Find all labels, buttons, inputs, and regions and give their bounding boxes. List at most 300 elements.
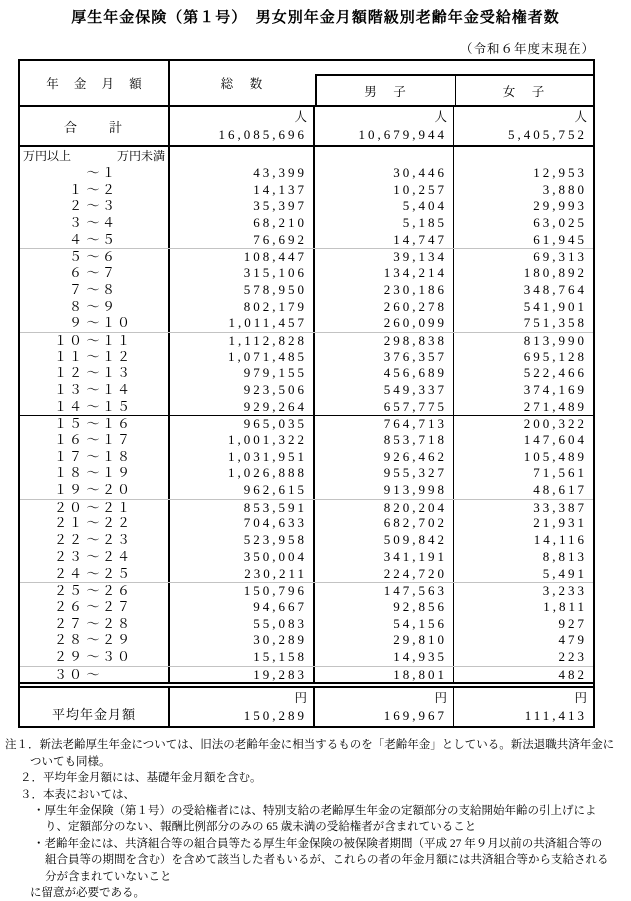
grand-total-female-cell xyxy=(454,107,593,145)
range-unit-row xyxy=(20,147,593,165)
total-cell: 1,011,457 xyxy=(170,315,315,332)
female-cell: 33,387 xyxy=(533,499,587,515)
range-cell xyxy=(20,649,170,666)
grand-total-female-value: 5,405,752 xyxy=(508,127,587,142)
range-hi: １２ xyxy=(102,348,133,364)
footnote-line: り、定額部分のない、報酬比例部分のみの 65 歳未満の受給権者が含まれていること xyxy=(45,821,477,834)
range-cell xyxy=(20,549,170,566)
table-row xyxy=(20,382,593,399)
table-row xyxy=(20,566,593,583)
empty-cell xyxy=(170,147,315,165)
male-cell: 5,185 xyxy=(315,215,454,232)
average-male-value: 169,967 xyxy=(383,708,447,724)
male-cell: 509,842 xyxy=(315,532,454,549)
average-label: 平均年金月額 xyxy=(20,688,170,726)
range-hi xyxy=(102,667,168,683)
female-cell: 751,358 xyxy=(523,315,587,331)
female-cell: 479 xyxy=(558,632,587,648)
range-tilde: ～ xyxy=(86,615,100,631)
range-cell xyxy=(20,449,170,466)
total-cell: 1,071,485 xyxy=(170,349,315,366)
footnote-line: に留意が必要である。 xyxy=(30,886,145,899)
range-hi: ２２ xyxy=(102,515,133,531)
range-hi: １８ xyxy=(102,448,133,464)
range-tilde: ～ xyxy=(86,381,100,397)
unit-person: 人 xyxy=(434,110,447,124)
range-tilde: ～ xyxy=(86,482,100,498)
footnote-line: ・老齢年金には、共済組合等の組合員等たる厚生年金保険の被保険者期間（平成 27 年９月以前の共済組合等の xyxy=(33,837,603,850)
total-cell: 55,083 xyxy=(170,616,315,633)
male-cell: 298,838 xyxy=(315,333,454,349)
range-cell xyxy=(20,416,170,432)
range-hi: ２３ xyxy=(102,532,133,548)
footnote-line: 組合員等の期間を含む）を含めて該当した者もいるが、これらの者の年金月額には共済組合等から支給される xyxy=(45,854,609,867)
female-cell: 200,322 xyxy=(523,416,587,432)
female-cell: 63,025 xyxy=(533,215,587,231)
female-cell: 61,945 xyxy=(533,231,587,247)
range-lo: ８ xyxy=(68,298,84,314)
range-hi: ６ xyxy=(102,249,118,265)
male-cell: 29,810 xyxy=(315,632,454,649)
male-cell: 913,998 xyxy=(315,482,454,499)
male-cell: 820,204 xyxy=(315,500,454,516)
total-cell: 350,004 xyxy=(170,549,315,566)
range-tilde: ～ xyxy=(86,583,100,599)
table-row xyxy=(20,365,593,382)
header-range: 年 金 月 額 xyxy=(20,61,170,105)
unit-yen: 円 xyxy=(434,691,447,706)
range-hi: １６ xyxy=(102,416,133,432)
range-cell xyxy=(20,482,170,499)
range-cell xyxy=(20,515,170,532)
table-row xyxy=(20,315,593,332)
average-female-cell xyxy=(454,688,593,726)
range-cell xyxy=(20,315,170,332)
female-cell: 14,116 xyxy=(533,532,587,548)
range-lo: ２１ xyxy=(53,515,84,531)
total-cell: 15,158 xyxy=(170,649,315,666)
male-cell: 134,214 xyxy=(315,265,454,282)
range-tilde: ～ xyxy=(86,198,100,214)
female-cell: 3,880 xyxy=(542,181,587,197)
range-lo: ２４ xyxy=(53,565,84,581)
table-row xyxy=(20,215,593,232)
male-cell: 39,134 xyxy=(315,249,454,265)
range-cell xyxy=(20,165,170,182)
range-lo: ２８ xyxy=(53,632,84,648)
total-cell: 230,211 xyxy=(170,566,315,583)
range-lo: ５ xyxy=(68,249,84,265)
table-row xyxy=(20,449,593,466)
range-hi: ３ xyxy=(102,198,118,214)
table-row xyxy=(20,499,593,516)
total-cell: 578,950 xyxy=(170,282,315,299)
range-hi: １３ xyxy=(102,365,133,381)
range-cell xyxy=(20,299,170,316)
total-cell: 965,035 xyxy=(170,416,315,432)
range-hi: ３０ xyxy=(102,648,133,664)
total-cell: 853,591 xyxy=(170,500,315,516)
average-male-cell xyxy=(315,688,454,726)
range-hi: １ xyxy=(102,165,118,180)
range-cell xyxy=(20,432,170,449)
footnotes xyxy=(0,737,631,901)
range-lo: ９ xyxy=(68,315,84,331)
range-lo: ６ xyxy=(68,265,84,281)
range-tilde: ～ xyxy=(86,666,100,682)
range-lo: ３０ xyxy=(53,666,84,682)
subtitle-row xyxy=(18,40,595,58)
range-lo: ４ xyxy=(68,231,84,247)
range-tilde: ～ xyxy=(86,515,100,531)
table-row xyxy=(20,549,593,566)
male-cell: 230,186 xyxy=(315,282,454,299)
header-female: 女 子 xyxy=(502,84,547,99)
range-cell xyxy=(20,198,170,215)
female-cell: 29,993 xyxy=(533,198,587,214)
empty-cell xyxy=(315,147,454,165)
table-row xyxy=(20,482,593,499)
average-row xyxy=(20,686,593,726)
total-cell: 35,397 xyxy=(170,198,315,215)
male-cell: 18,801 xyxy=(315,667,454,683)
male-cell: 260,099 xyxy=(315,315,454,332)
range-hi: １０ xyxy=(102,315,133,331)
range-cell xyxy=(20,232,170,249)
range-cell xyxy=(20,249,170,265)
unit-person: 人 xyxy=(294,110,307,124)
male-cell: 341,191 xyxy=(315,549,454,566)
range-lo: １６ xyxy=(53,432,84,447)
range-cell xyxy=(20,365,170,382)
page-title: 厚生年金保険（第１号） 男女別年金月額階級別老齢年金受給権者数 xyxy=(71,9,560,26)
male-cell: 376,357 xyxy=(315,349,454,366)
female-cell: 69,313 xyxy=(533,249,587,265)
grand-total-row xyxy=(20,107,593,147)
range-tilde: ～ xyxy=(86,315,100,331)
range-hi: １７ xyxy=(102,432,133,447)
total-cell: 150,796 xyxy=(170,583,315,599)
table-row xyxy=(20,432,593,449)
table-row xyxy=(20,515,593,532)
range-hi: ２４ xyxy=(102,548,133,564)
total-cell: 1,001,322 xyxy=(170,432,315,449)
range-lo: １ xyxy=(68,181,84,197)
total-cell: 929,264 xyxy=(170,399,315,416)
range-lo: １８ xyxy=(53,465,84,481)
range-lo xyxy=(20,165,84,182)
range-tilde: ～ xyxy=(86,398,100,414)
male-cell: 657,775 xyxy=(315,399,454,416)
range-cell xyxy=(20,532,170,549)
range-lo: １２ xyxy=(53,365,84,381)
table-row xyxy=(20,599,593,616)
range-tilde: ～ xyxy=(86,648,100,664)
female-cell: 813,990 xyxy=(523,332,587,348)
range-cell xyxy=(20,667,170,683)
total-cell: 315,106 xyxy=(170,265,315,282)
male-cell: 14,747 xyxy=(315,232,454,249)
range-lo: １５ xyxy=(53,416,84,432)
range-hi: １４ xyxy=(102,381,133,397)
range-lo: １４ xyxy=(53,398,84,414)
table-row xyxy=(20,232,593,249)
male-cell: 92,856 xyxy=(315,599,454,616)
female-cell: 147,604 xyxy=(523,432,587,447)
total-cell: 923,506 xyxy=(170,382,315,399)
table-row xyxy=(20,299,593,316)
range-hi: １１ xyxy=(102,332,133,348)
pension-table xyxy=(18,59,595,728)
total-cell: 962,615 xyxy=(170,482,315,499)
range-tilde: ～ xyxy=(86,598,100,614)
male-cell: 147,563 xyxy=(315,583,454,599)
range-tilde: ～ xyxy=(86,332,100,348)
female-cell: 105,489 xyxy=(523,448,587,464)
female-cell: 271,489 xyxy=(523,398,587,414)
range-tilde: ～ xyxy=(86,231,100,247)
table-row xyxy=(20,649,593,666)
table-row xyxy=(20,632,593,649)
female-cell: 348,764 xyxy=(523,281,587,297)
range-cell xyxy=(20,215,170,232)
range-lo: １３ xyxy=(53,381,84,397)
total-cell: 1,026,888 xyxy=(170,465,315,482)
empty-cell xyxy=(454,147,593,165)
table-row xyxy=(20,198,593,215)
table-row xyxy=(20,532,593,549)
range-hi: ２ xyxy=(102,181,118,197)
table-row xyxy=(20,248,593,265)
total-cell: 94,667 xyxy=(170,599,315,616)
range-tilde: ～ xyxy=(86,298,100,314)
female-cell: 21,931 xyxy=(533,515,587,531)
range-tilde: ～ xyxy=(86,465,100,481)
range-unit-lo: 万円以上 xyxy=(23,149,72,163)
range-hi: ９ xyxy=(102,298,118,314)
female-cell: 71,561 xyxy=(533,465,587,481)
table-row xyxy=(20,582,593,599)
range-tilde: ～ xyxy=(86,432,100,447)
table-row xyxy=(20,182,593,199)
total-cell: 68,210 xyxy=(170,215,315,232)
range-cell xyxy=(20,349,170,366)
range-cell xyxy=(20,333,170,349)
range-tilde: ～ xyxy=(86,548,100,564)
range-tilde: ～ xyxy=(86,249,100,265)
range-lo: ２６ xyxy=(53,598,84,614)
range-tilde: ～ xyxy=(86,499,100,515)
range-hi: ２５ xyxy=(102,565,133,581)
range-hi: ２８ xyxy=(102,615,133,631)
female-cell: 1,811 xyxy=(543,598,587,614)
range-cell xyxy=(20,632,170,649)
footnote-line: ３．本表においては、 xyxy=(20,788,135,801)
range-lo: ２５ xyxy=(53,583,84,599)
range-tilde: ～ xyxy=(86,365,100,381)
total-cell: 19,283 xyxy=(170,667,315,683)
male-cell: 682,702 xyxy=(315,515,454,532)
table-row xyxy=(20,465,593,482)
female-cell: 48,617 xyxy=(533,482,587,498)
range-tilde: ～ xyxy=(86,565,100,581)
range-cell xyxy=(20,566,170,583)
female-cell: 12,953 xyxy=(533,165,587,180)
male-cell: 853,718 xyxy=(315,432,454,449)
range-lo: ３ xyxy=(68,215,84,231)
range-cell xyxy=(20,583,170,599)
female-cell: 927 xyxy=(558,615,587,631)
range-tilde: ～ xyxy=(86,215,100,231)
range-hi: ４ xyxy=(102,215,118,231)
range-hi: １５ xyxy=(102,398,133,414)
range-tilde: ～ xyxy=(86,181,100,197)
female-cell: 374,169 xyxy=(523,381,587,397)
range-cell xyxy=(20,599,170,616)
footnote-line: 分が含まれていないこと xyxy=(45,870,172,883)
table-row xyxy=(20,265,593,282)
male-cell: 260,278 xyxy=(315,299,454,316)
range-lo: ２３ xyxy=(53,548,84,564)
table-body xyxy=(20,147,593,684)
female-cell: 180,892 xyxy=(523,265,587,281)
range-lo: ２ xyxy=(68,198,84,214)
male-cell: 14,935 xyxy=(315,649,454,666)
female-cell: 8,813 xyxy=(542,548,587,564)
total-cell: 30,289 xyxy=(170,632,315,649)
table-row xyxy=(20,282,593,299)
male-cell: 955,327 xyxy=(315,465,454,482)
header-gap-strip xyxy=(315,61,593,74)
footnote-line: ・厚生年金保険（第１号）の受給権者には、特別支給の老齢厚生年金の定額部分の支給開始年齢の引上げによ xyxy=(33,804,597,817)
range-lo: ２２ xyxy=(53,532,84,548)
range-cell xyxy=(20,465,170,482)
average-total-cell xyxy=(170,688,315,726)
table-row xyxy=(20,332,593,349)
range-lo: ２９ xyxy=(53,648,84,664)
table-header-row xyxy=(20,61,593,107)
female-cell: 223 xyxy=(558,648,587,664)
range-cell xyxy=(20,399,170,416)
total-cell: 14,137 xyxy=(170,182,315,199)
range-hi: ２０ xyxy=(102,482,133,498)
grand-total-male-cell xyxy=(315,107,454,145)
male-cell: 10,257 xyxy=(315,182,454,199)
range-hi: ２１ xyxy=(102,499,133,515)
table-row xyxy=(20,616,593,633)
female-cell: 3,233 xyxy=(542,583,587,599)
data-rows xyxy=(20,165,593,682)
range-cell xyxy=(20,616,170,633)
table-row xyxy=(20,349,593,366)
footnote-line: 注１．新法老齢厚生年金については、旧法の老齢年金に相当するものを「老齢年金」としている。新法退職共済年金に xyxy=(5,739,615,752)
range-unit-hi: 万円未満 xyxy=(116,149,165,163)
range-hi: ８ xyxy=(102,281,118,297)
female-cell: 522,466 xyxy=(523,365,587,381)
unit-person: 人 xyxy=(574,110,587,124)
total-cell: 979,155 xyxy=(170,365,315,382)
footnote-line: ２．平均年金月額には、基礎年金月額を含む。 xyxy=(20,772,262,785)
range-tilde: ～ xyxy=(86,532,100,548)
range-tilde: ～ xyxy=(86,448,100,464)
grand-total-total-cell xyxy=(170,107,315,145)
range-hi: ２７ xyxy=(102,598,133,614)
as-of-date: （令和６年度末現在） xyxy=(459,42,595,56)
range-tilde: ～ xyxy=(86,265,100,281)
range-lo: ７ xyxy=(68,281,84,297)
range-hi: ５ xyxy=(102,231,118,247)
total-cell: 43,399 xyxy=(170,165,315,182)
male-cell: 224,720 xyxy=(315,566,454,583)
range-lo: ２７ xyxy=(53,615,84,631)
table-row xyxy=(20,666,593,683)
header-male-female-box xyxy=(315,74,593,105)
range-tilde: ～ xyxy=(86,632,100,648)
range-hi: １９ xyxy=(102,465,133,481)
footnote-line: ついても同様。 xyxy=(30,755,111,768)
male-cell: 926,462 xyxy=(315,449,454,466)
range-tilde: ～ xyxy=(86,281,100,297)
male-cell: 30,446 xyxy=(315,165,454,182)
range-unit-label xyxy=(20,147,170,165)
range-lo: １７ xyxy=(53,448,84,464)
table-row xyxy=(20,399,593,416)
range-lo: １１ xyxy=(53,348,84,364)
range-tilde: ～ xyxy=(86,348,100,364)
total-cell: 802,179 xyxy=(170,299,315,316)
female-cell: 695,128 xyxy=(523,348,587,364)
range-cell xyxy=(20,182,170,199)
header-male: 男 子 xyxy=(317,76,456,105)
range-lo: １０ xyxy=(53,332,84,348)
range-tilde: ～ xyxy=(86,165,100,180)
unit-yen: 円 xyxy=(294,691,307,706)
range-hi: ７ xyxy=(102,265,118,281)
range-hi: ２９ xyxy=(102,632,133,648)
total-cell: 523,958 xyxy=(170,532,315,549)
grand-total-total-value: 16,085,696 xyxy=(218,127,307,142)
unit-yen: 円 xyxy=(574,691,587,706)
female-cell: 5,491 xyxy=(542,565,587,581)
range-hi: ２６ xyxy=(102,583,133,599)
male-cell: 549,337 xyxy=(315,382,454,399)
total-cell: 704,633 xyxy=(170,515,315,532)
total-cell: 1,031,951 xyxy=(170,449,315,466)
male-cell: 456,689 xyxy=(315,365,454,382)
header-sex-group xyxy=(315,61,593,105)
grand-total-label: 合 計 xyxy=(20,107,170,145)
table-row xyxy=(20,165,593,182)
grand-total-male-value: 10,679,944 xyxy=(358,127,447,142)
range-cell xyxy=(20,265,170,282)
female-cell: 482 xyxy=(558,666,587,682)
average-female-value: 111,413 xyxy=(524,708,587,724)
male-cell: 5,404 xyxy=(315,198,454,215)
male-cell: 54,156 xyxy=(315,616,454,633)
range-cell xyxy=(20,282,170,299)
table-row xyxy=(20,415,593,432)
range-tilde: ～ xyxy=(86,416,100,432)
header-total: 総 数 xyxy=(220,77,265,91)
total-cell: 76,692 xyxy=(170,232,315,249)
average-total-value: 150,289 xyxy=(243,708,307,724)
range-lo: ２０ xyxy=(53,499,84,515)
total-cell: 1,112,828 xyxy=(170,333,315,349)
range-cell xyxy=(20,500,170,516)
female-cell: 541,901 xyxy=(523,298,587,314)
range-cell xyxy=(20,382,170,399)
total-cell: 108,447 xyxy=(170,249,315,265)
